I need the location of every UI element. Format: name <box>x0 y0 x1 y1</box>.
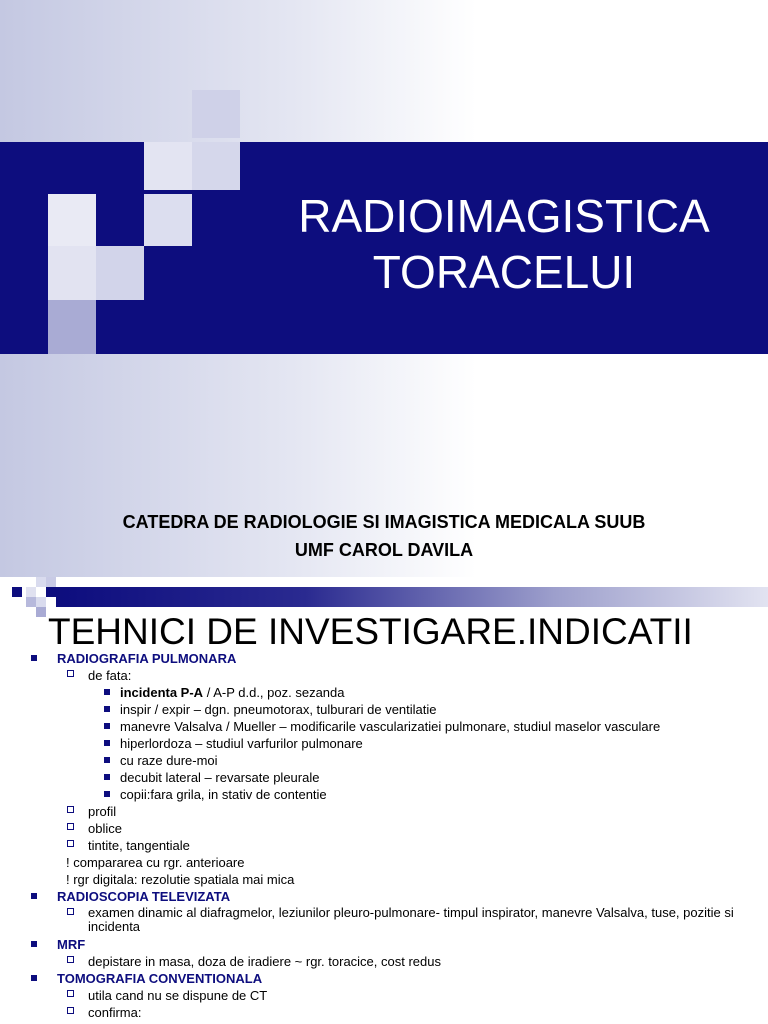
hollow-square-bullet-icon <box>67 908 74 915</box>
list-item: tintite, tangentiale <box>0 837 768 854</box>
hollow-square-bullet-icon <box>67 806 74 813</box>
decor-square <box>46 587 56 597</box>
decor-square <box>46 577 56 587</box>
decor-square <box>144 194 192 246</box>
hollow-square-bullet-icon <box>67 823 74 830</box>
list-subitem: incidenta P-A / A-P d.d., poz. sezanda <box>0 684 768 701</box>
decor-square <box>0 194 48 246</box>
square-bullet-icon <box>104 774 110 780</box>
list-item: de fata: <box>0 667 768 684</box>
list-subitem: hiperlordoza – studiul varfurilor pulmonare <box>0 735 768 752</box>
list-subitem: decubit lateral – revarsate pleurale <box>0 769 768 786</box>
hollow-square-bullet-icon <box>67 990 74 997</box>
list-subitem: cu raze dure-moi <box>0 752 768 769</box>
list-item: utila cand nu se dispune de CT <box>0 987 768 1004</box>
section-heading: RADIOSCOPIA TELEVIZATA <box>0 888 768 905</box>
slide-title: TEHNICI DE INVESTIGARE.INDICATII <box>48 611 693 652</box>
hollow-square-bullet-icon <box>67 1007 74 1014</box>
decor-square <box>26 597 36 607</box>
subtitle-line-1: CATEDRA DE RADIOLOGIE SI IMAGISTICA MEDICALA SUUB <box>122 512 646 532</box>
square-bullet-icon <box>31 975 37 981</box>
decor-square <box>48 194 96 246</box>
list-subitem: copii:fara grila, in stativ de contentie <box>0 786 768 803</box>
slide-subtitle <box>0 508 768 564</box>
slide-content <box>0 650 768 1021</box>
list-item: profil <box>0 803 768 820</box>
decor-square <box>144 142 192 190</box>
decor-square <box>192 90 240 138</box>
square-bullet-icon <box>104 740 110 746</box>
decor-square <box>12 587 22 597</box>
section-heading: RADIOGRAFIA PULMONARA <box>0 650 768 667</box>
hollow-square-bullet-icon <box>67 956 74 963</box>
decor-square <box>36 597 46 607</box>
decor-square <box>26 587 36 597</box>
hollow-square-bullet-icon <box>67 670 74 677</box>
square-bullet-icon <box>31 941 37 947</box>
slide-title <box>240 188 768 300</box>
title-line-2: TORACELUI <box>372 246 636 298</box>
decor-square <box>192 142 240 190</box>
list-item: examen dinamic al diafragmelor, leziunilor pleuro-pulmonare- timpul inspirator, manevre Valsalva, tuse, pozitie si incidenta <box>0 905 768 936</box>
decor-square <box>48 246 96 300</box>
decor-square <box>36 577 46 587</box>
square-bullet-icon <box>31 655 37 661</box>
decor-square <box>96 246 144 300</box>
square-bullet-icon <box>31 893 37 899</box>
list-subitem: manevre Valsalva / Mueller – modificarile vascularizatiei pulmonare, studiul maselor vasculare <box>0 718 768 735</box>
section-heading: MRF <box>0 936 768 953</box>
title-line-1: RADIOIMAGISTICA <box>298 190 710 242</box>
list-item: confirma: <box>0 1004 768 1021</box>
note: ! compararea cu rgr. anterioare <box>66 855 245 870</box>
content-slide <box>0 577 768 1024</box>
subtitle-line-2: UMF CAROL DAVILA <box>294 540 474 560</box>
note: ! rgr digitala: rezolutie spatiala mai mica <box>66 872 295 887</box>
square-bullet-icon <box>104 791 110 797</box>
square-bullet-icon <box>104 757 110 763</box>
header-bar <box>56 587 768 607</box>
list-subitem: inspir / expir – dgn. pneumotorax, tulburari de ventilatie <box>0 701 768 718</box>
square-bullet-icon <box>104 706 110 712</box>
square-bullet-icon <box>104 689 110 695</box>
square-bullet-icon <box>104 723 110 729</box>
hollow-square-bullet-icon <box>67 840 74 847</box>
list-item: depistare in masa, doza de iradiere ~ rgr. toracice, cost redus <box>0 953 768 970</box>
section-heading: TOMOGRAFIA CONVENTIONALA <box>0 970 768 987</box>
list-item: oblice <box>0 820 768 837</box>
decor-square <box>36 607 46 617</box>
decor-square <box>48 300 96 354</box>
